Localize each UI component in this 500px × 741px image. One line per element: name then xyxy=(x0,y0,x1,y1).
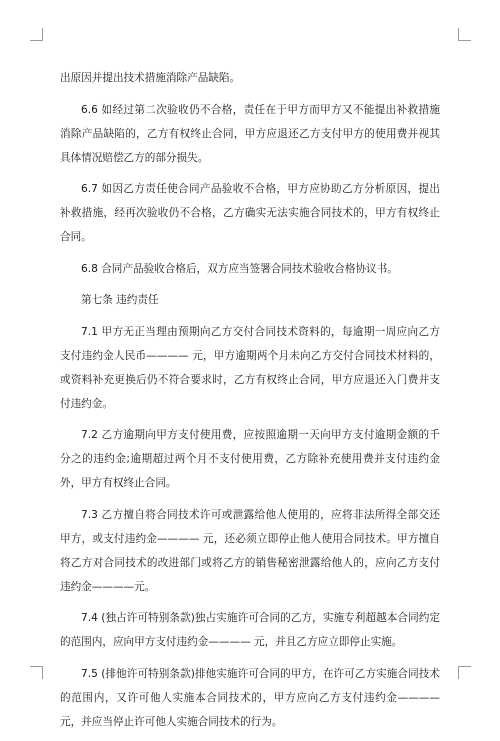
crop-mark-bottom-right xyxy=(458,666,471,679)
paragraph-continuation: 出原因并提出技术措施消除产品缺陷。 xyxy=(60,72,241,84)
section-heading-article-7: 第七条 违约责任 xyxy=(81,294,159,306)
clause-7-4: 7.4 (独占许可特别条款)独占实施许可合同的乙方，实施专利超越本合同约定的范围内，应向甲方支付违约金———— 元，并且乙方应立即停止实施。 xyxy=(60,612,440,648)
clause-7-2: 7.2 乙方逾期向甲方支付使用费，应按照逾期一天向甲方支付逾期金额的千分之的违约金;逾期超过两个月不支付使用费，乙方除补充使用费并支付违约金外，甲方有权终止合同。 xyxy=(60,429,440,489)
clause-6-8: 6.8 合同产品验收合格后，双方应当签署合同技术验收合格协议书。 xyxy=(81,262,398,275)
clause-7-3: 7.3 乙方擅自将合同技术许可或泄露给他人使用的，应将非法所得全部交还甲方，或支付违约金———— 元，还必须立即停止他人使用合同技术。甲方擅自将乙方对合同技术的改进部门或将乙方的销售秘密泄露给他人的，应向乙方支付违约金————元。 xyxy=(60,508,440,593)
clause-7-1: 7.1 甲方无正当理由预期向乙方交付合同技术资料的，每逾期一周应向乙方支付违约金人民币———— 元，甲方逾期两个月未向乙方交付合同技术材料的，或资料补充更换后仍不符合要求时，乙方有权终止合同，甲方应退还入门费并支付违约金。 xyxy=(60,325,440,410)
crop-mark-top-left xyxy=(30,28,43,41)
document-body xyxy=(60,66,440,741)
clause-6-6: 6.6 如经过第二次验收仍不合格，责任在于甲方而甲方又不能提出补救措施消除产品缺陷的，乙方有权终止合同，甲方应退还乙方支付甲方的使用费并视其具体情况赔偿乙方的部分损失。 xyxy=(60,103,440,164)
clause-6-7: 6.7 如因乙方责任使合同产品验收不合格，甲方应协助乙方分析原因，提出补救措施，经再次验收仍不合格，乙方确实无法实施合同技术的，甲方有权终止合同。 xyxy=(60,183,440,243)
crop-mark-top-right xyxy=(458,28,471,41)
clause-7-5: 7.5 (排他许可特别条款)排他实施许可合同的甲方，在许可乙方实施合同技术的范围内，又许可他人实施本合同技术的，甲方应向乙方支付违约金———— 元，并应当停止许可他人实施合同技术的行为。 xyxy=(60,667,440,728)
crop-mark-bottom-left xyxy=(30,666,43,679)
